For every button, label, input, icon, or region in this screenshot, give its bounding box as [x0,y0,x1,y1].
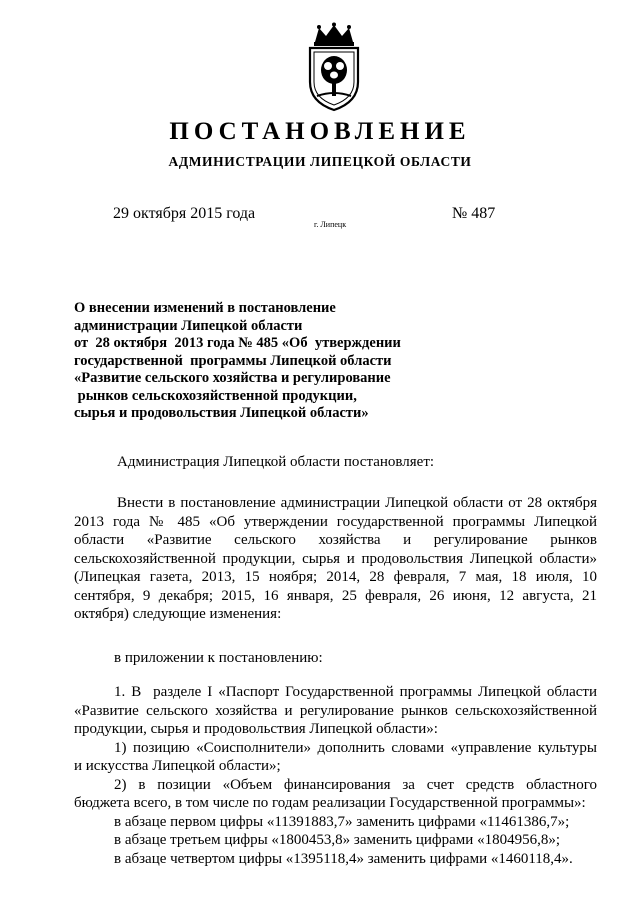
text-line: Внести в постановление администрации Липецкой области от 28 октября [117,495,597,511]
text-line: сентября, 9 декабря; 2015, 16 января, 25 февраля, 26 июня, 12 августа, 21 [74,587,597,604]
text-line: в приложении к постановлению: [114,650,323,666]
heading-line: рынков сельскохозяйственной продукции, [74,387,357,404]
document-heading [74,300,494,423]
document-city: г. Липецк [314,220,347,229]
heading-line: О внесении изменений в постановление [74,300,336,316]
paragraph-section-1 [74,683,597,868]
text-line: 1. В разделе I «Паспорт Государственной программы Липецкой области [114,684,597,700]
text-line: «Развитие сельского хозяйства и регулирование рынков сельскохозяйственной [74,702,597,719]
text-line: 2013 года № 485 «Об утверждении государственной программы Липецкой [74,513,597,530]
text-line: бюджета всего, в том числе по годам реализации Государственной программы»: [74,795,586,811]
document-number: № 487 [452,205,496,222]
text-line: 1) позицию «Соисполнители» дополнить словами «управление культуры [114,739,597,756]
heading-line: администрации Липецкой области [74,317,303,334]
document-subtitle: АДМИНИСТРАЦИИ ЛИПЕЦКОЙ ОБЛАСТИ [168,154,472,169]
decree-text: Администрация Липецкой области постановляет: [117,454,435,470]
heading-line: от 28 октября 2013 года № 485 «Об утверждении [74,335,401,351]
text-line: в абзаце четвертом цифры «1395118,4» заменить цифрами «1460118,4». [114,850,573,867]
text-line: сельскохозяйственной продукции, сырья и продовольствия Липецкой области» [74,550,597,567]
heading-line: «Развитие сельского хозяйства и регулирование [74,370,391,386]
text-line: области «Развитие сельского хозяйства и регулирование рынков [74,532,597,548]
paragraph-amendments [74,494,597,624]
paragraph-appendix [74,649,597,668]
document-date: 29 октября 2015 года [113,205,256,222]
text-line: октября) следующие изменения: [74,606,282,622]
heading-line: сырья и продовольствия Липецкой области» [74,405,369,421]
text-line: продукции, сырья и продовольствия Липецкой области»: [74,721,438,737]
text-line: (Липецкая газета, 2013, 15 ноября; 2014, 28 февраля, 7 мая, 18 июля, 10 [74,569,597,585]
text-line: в абзаце третьем цифры «1800453,8» заменить цифрами «1804956,8»; [114,832,560,848]
coat-of-arms-icon [301,22,367,112]
heading-line: государственной программы Липецкой области [74,352,392,369]
text-line: 2) в позиции «Объем финансирования за счет средств областного [114,776,597,793]
text-line: и искусства Липецкой области»; [74,758,281,774]
document-title: ПОСТАНОВЛЕНИЕ [169,118,471,145]
text-line: в абзаце первом цифры «11391883,7» заменить цифрами «11461386,7»; [114,813,570,830]
